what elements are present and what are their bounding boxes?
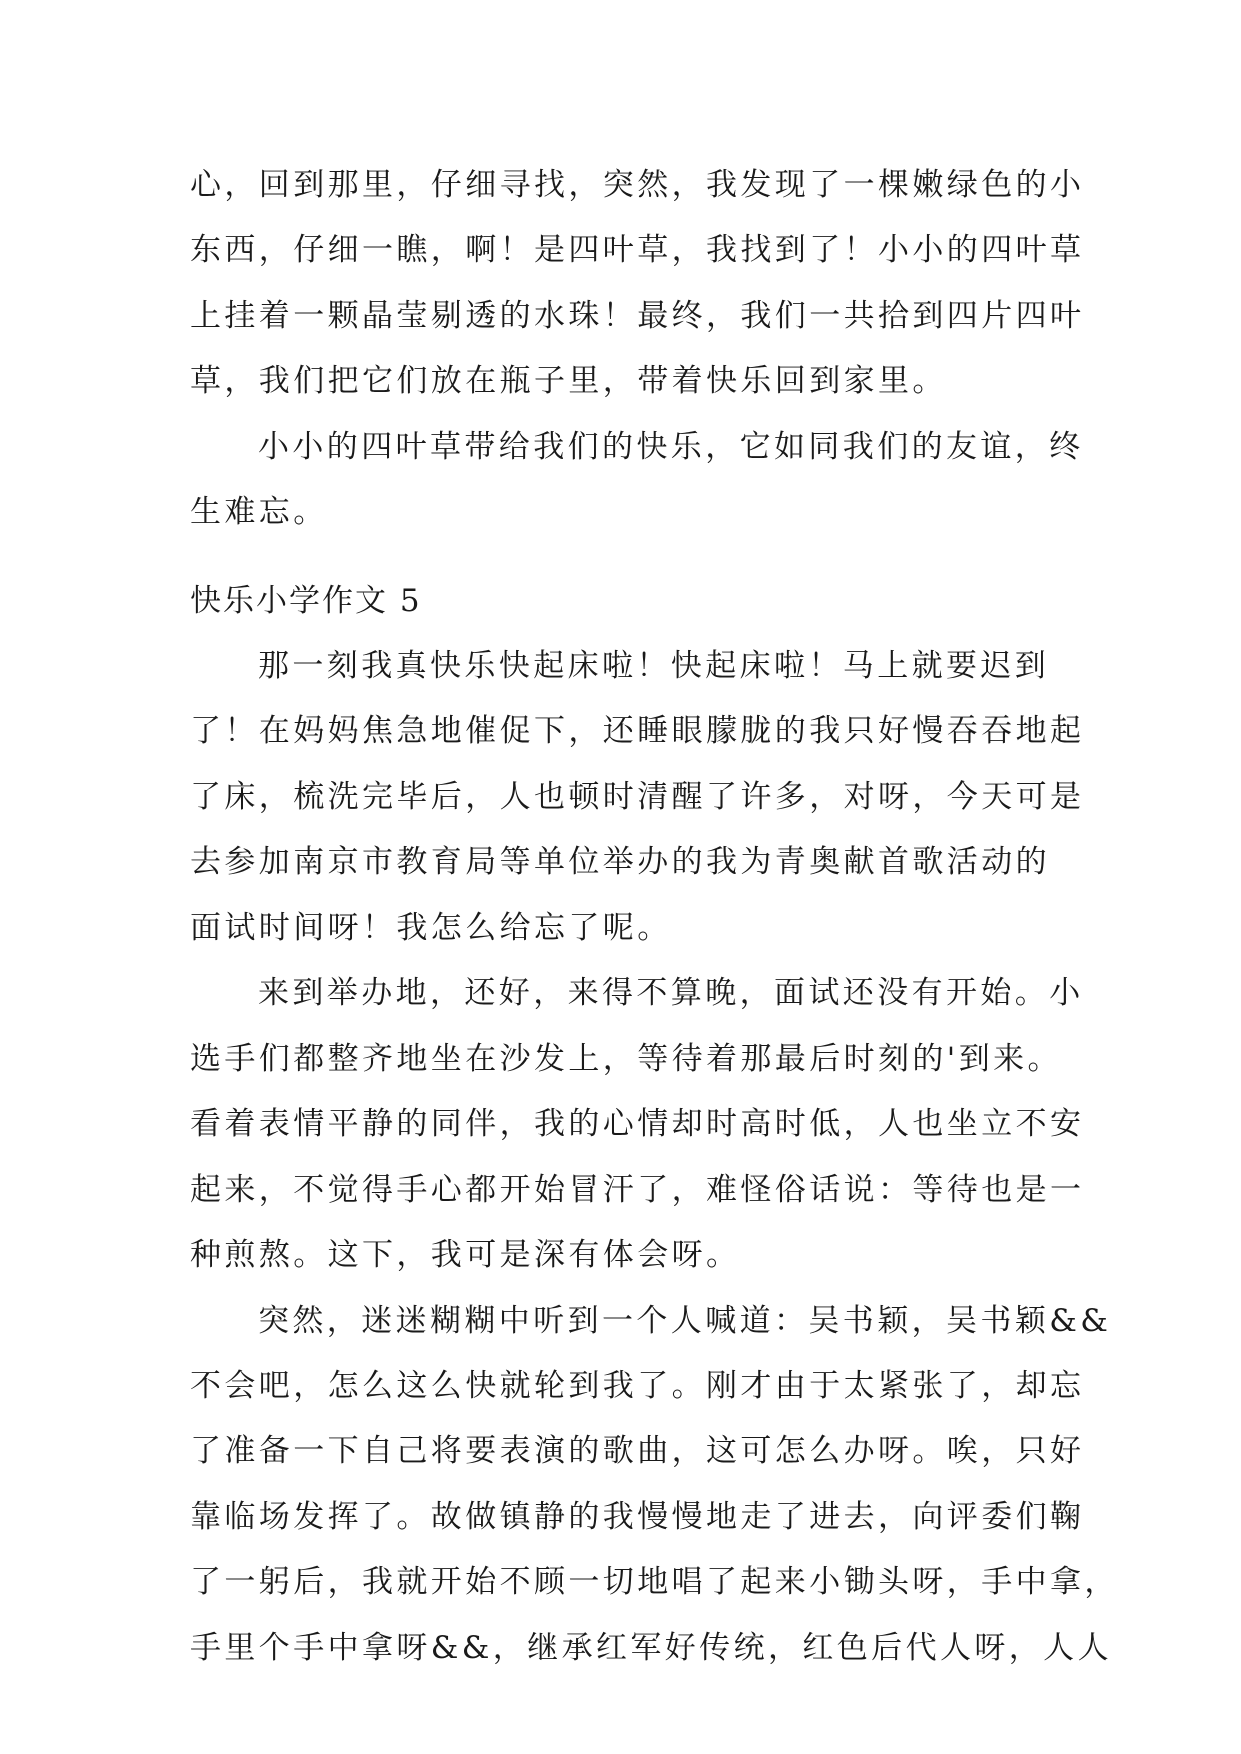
paragraph-line: 那一刻我真快乐快起床啦！快起床啦！马上就要迟到 [258, 648, 1050, 684]
paragraph-line: 不会吧，怎么这么快就轮到我了。刚才由于太紧张了，却忘 [190, 1368, 1085, 1404]
paragraph-line: 突然，迷迷糊糊中听到一个人喊道：吴书颖，吴书颖&& [258, 1303, 1112, 1339]
paragraph-line: 东西，仔细一瞧，啊！是四叶草，我找到了！小小的四叶草 [190, 232, 1085, 268]
paragraph-line: 面试时间呀！我怎么给忘了呢。 [190, 910, 672, 946]
paragraph-line: 种煎熬。这下，我可是深有体会呀。 [190, 1237, 741, 1273]
paragraph-line: 小小的四叶草带给我们的快乐，它如同我们的友谊，终 [258, 429, 1084, 465]
paragraph-line: 草，我们把它们放在瓶子里，带着快乐回到家里。 [190, 363, 947, 399]
paragraph-line: 了准备一下自己将要表演的歌曲，这可怎么办呀。唉，只好 [190, 1433, 1085, 1469]
paragraph-line: 选手们都整齐地坐在沙发上，等待着那最后时刻的'到来。 [190, 1041, 1062, 1077]
paragraph-line: 起来，不觉得手心都开始冒汗了，难怪俗话说：等待也是一 [190, 1172, 1085, 1208]
paragraph-line: 看着表情平静的同伴，我的心情却时高时低，人也坐立不安 [190, 1106, 1085, 1142]
paragraph-line: 了一躬后，我就开始不顾一切地唱了起来小锄头呀，手中拿， [190, 1564, 1119, 1600]
paragraph-line: 上挂着一颗晶莹剔透的水珠！最终，我们一共拾到四片四叶 [190, 298, 1085, 334]
paragraph-line: 了！在妈妈焦急地催促下，还睡眼朦胧的我只好慢吞吞地起 [190, 713, 1085, 749]
paragraph-line: 手里个手中拿呀&&，继承红军好传统，红色后代人呀，人人 [190, 1630, 1112, 1666]
paragraph-line: 去参加南京市教育局等单位举办的我为青奥献首歌活动的 [190, 844, 1050, 880]
section-heading: 快乐小学作文 5 [190, 583, 422, 619]
paragraph-line: 心，回到那里，仔细寻找，突然，我发现了一棵嫩绿色的小 [190, 167, 1085, 203]
paragraph-line: 生难忘。 [190, 494, 328, 530]
paragraph-line: 了床，梳洗完毕后，人也顿时清醒了许多，对呀，今天可是 [190, 779, 1085, 815]
paragraph-line: 靠临场发挥了。故做镇静的我慢慢地走了进去，向评委们鞠 [190, 1499, 1085, 1535]
paragraph-line: 来到举办地，还好，来得不算晚，面试还没有开始。小 [258, 975, 1084, 1011]
